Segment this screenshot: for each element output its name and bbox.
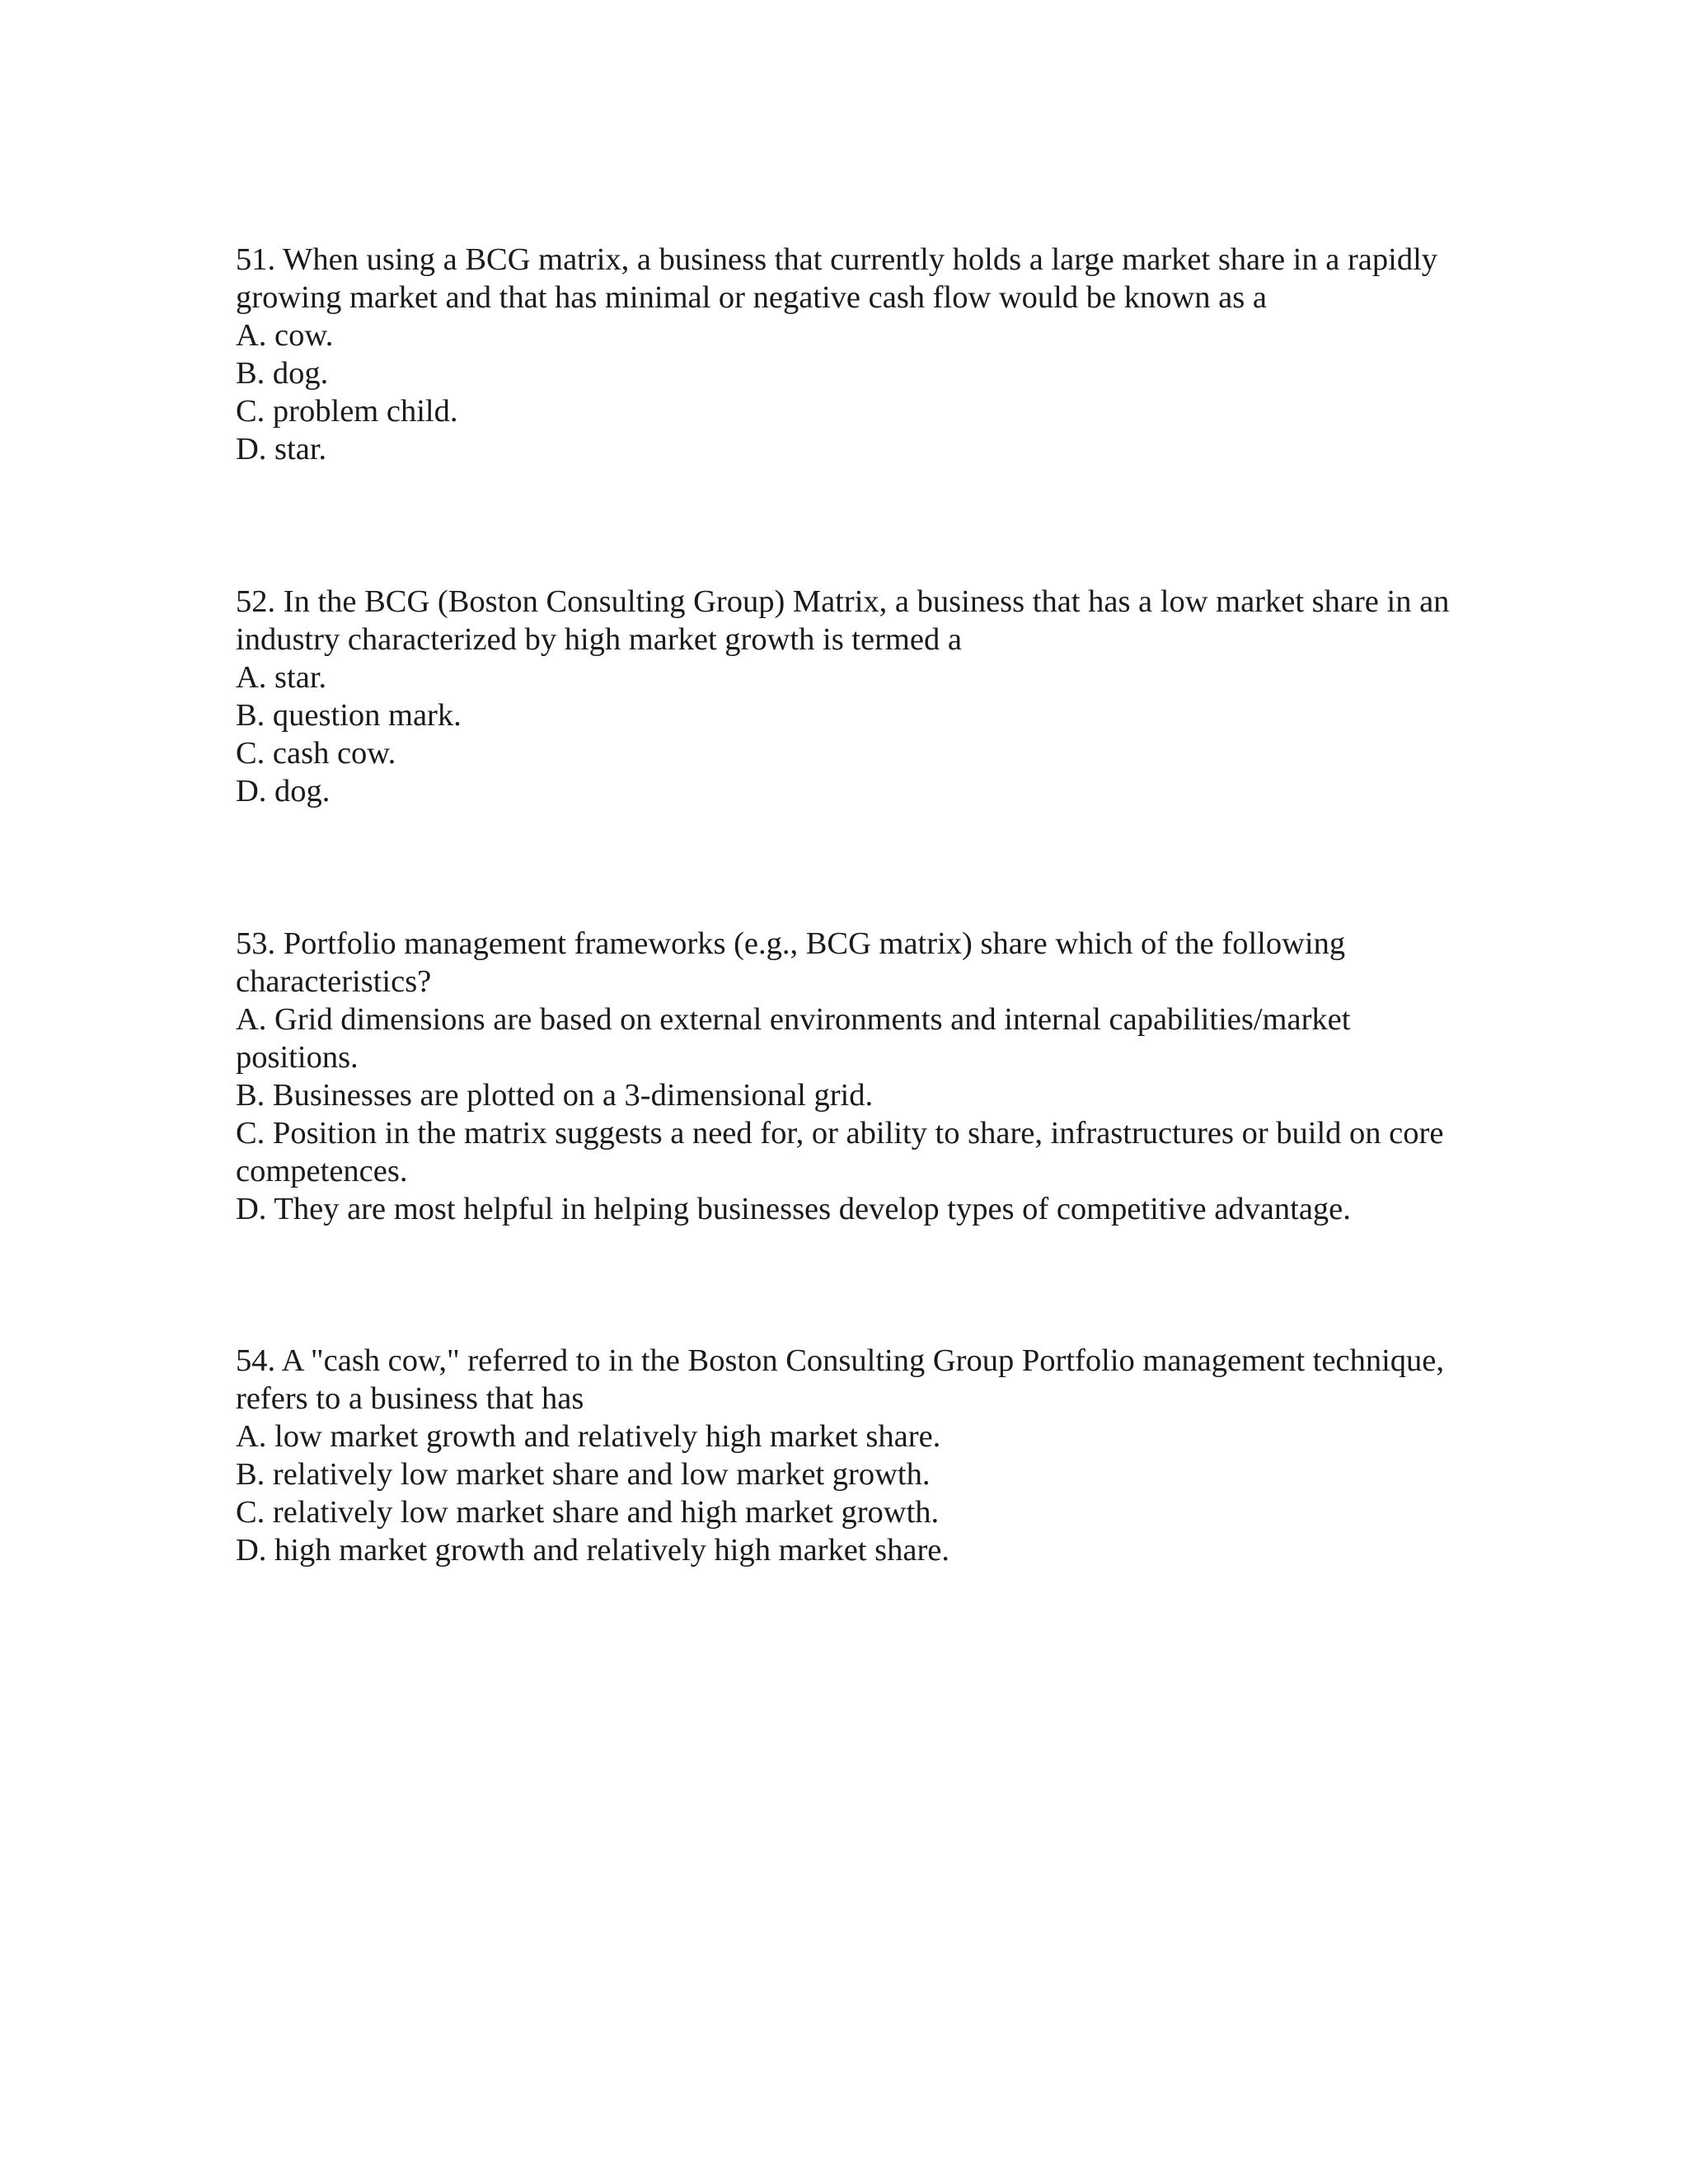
option-d: D. high market growth and relatively high market share. <box>236 1533 950 1568</box>
option-d: D. They are most helpful in helping businesses develop types of competitive advantage. <box>236 1192 1351 1226</box>
option-b: B. relatively low market share and low market growth. <box>236 1457 931 1492</box>
option-b: B. Businesses are plotted on a 3-dimensional grid. <box>236 1078 874 1113</box>
option-c: C. cash cow. <box>236 736 396 771</box>
question-text: 52. In the BCG (Boston Consulting Group) Matrix, a business that has a low market share in an industry characterized by high market growth is termed a <box>236 584 1450 657</box>
option-a: A. low market growth and relatively high market share. <box>236 1419 941 1454</box>
option-d: D. dog. <box>236 774 331 808</box>
question-52 <box>236 583 1472 810</box>
option-c: C. problem child. <box>236 394 458 429</box>
option-a: A. cow. <box>236 318 334 353</box>
option-c: C. Position in the matrix suggests a need for, or ability to share, infrastructures or build on core competences. <box>236 1116 1444 1188</box>
option-b: B. question mark. <box>236 698 462 733</box>
option-a: A. Grid dimensions are based on external environments and internal capabilities/market positions. <box>236 1002 1351 1075</box>
question-54 <box>236 1342 1472 1569</box>
option-b: B. dog. <box>236 356 329 391</box>
question-text: 53. Portfolio management frameworks (e.g., BCG matrix) share which of the following characteristics? <box>236 926 1346 999</box>
question-text: 51. When using a BCG matrix, a business that currently holds a large market share in a rapidly growing market and that has minimal or negative cash flow would be known as a <box>236 242 1438 315</box>
option-d: D. star. <box>236 432 327 466</box>
question-53 <box>236 925 1472 1228</box>
question-text: 54. A "cash cow," referred to in the Boston Consulting Group Portfolio management technique, refers to a business that has <box>236 1343 1444 1416</box>
option-c: C. relatively low market share and high market growth. <box>236 1495 940 1530</box>
option-a: A. star. <box>236 660 327 695</box>
question-51 <box>236 241 1472 468</box>
